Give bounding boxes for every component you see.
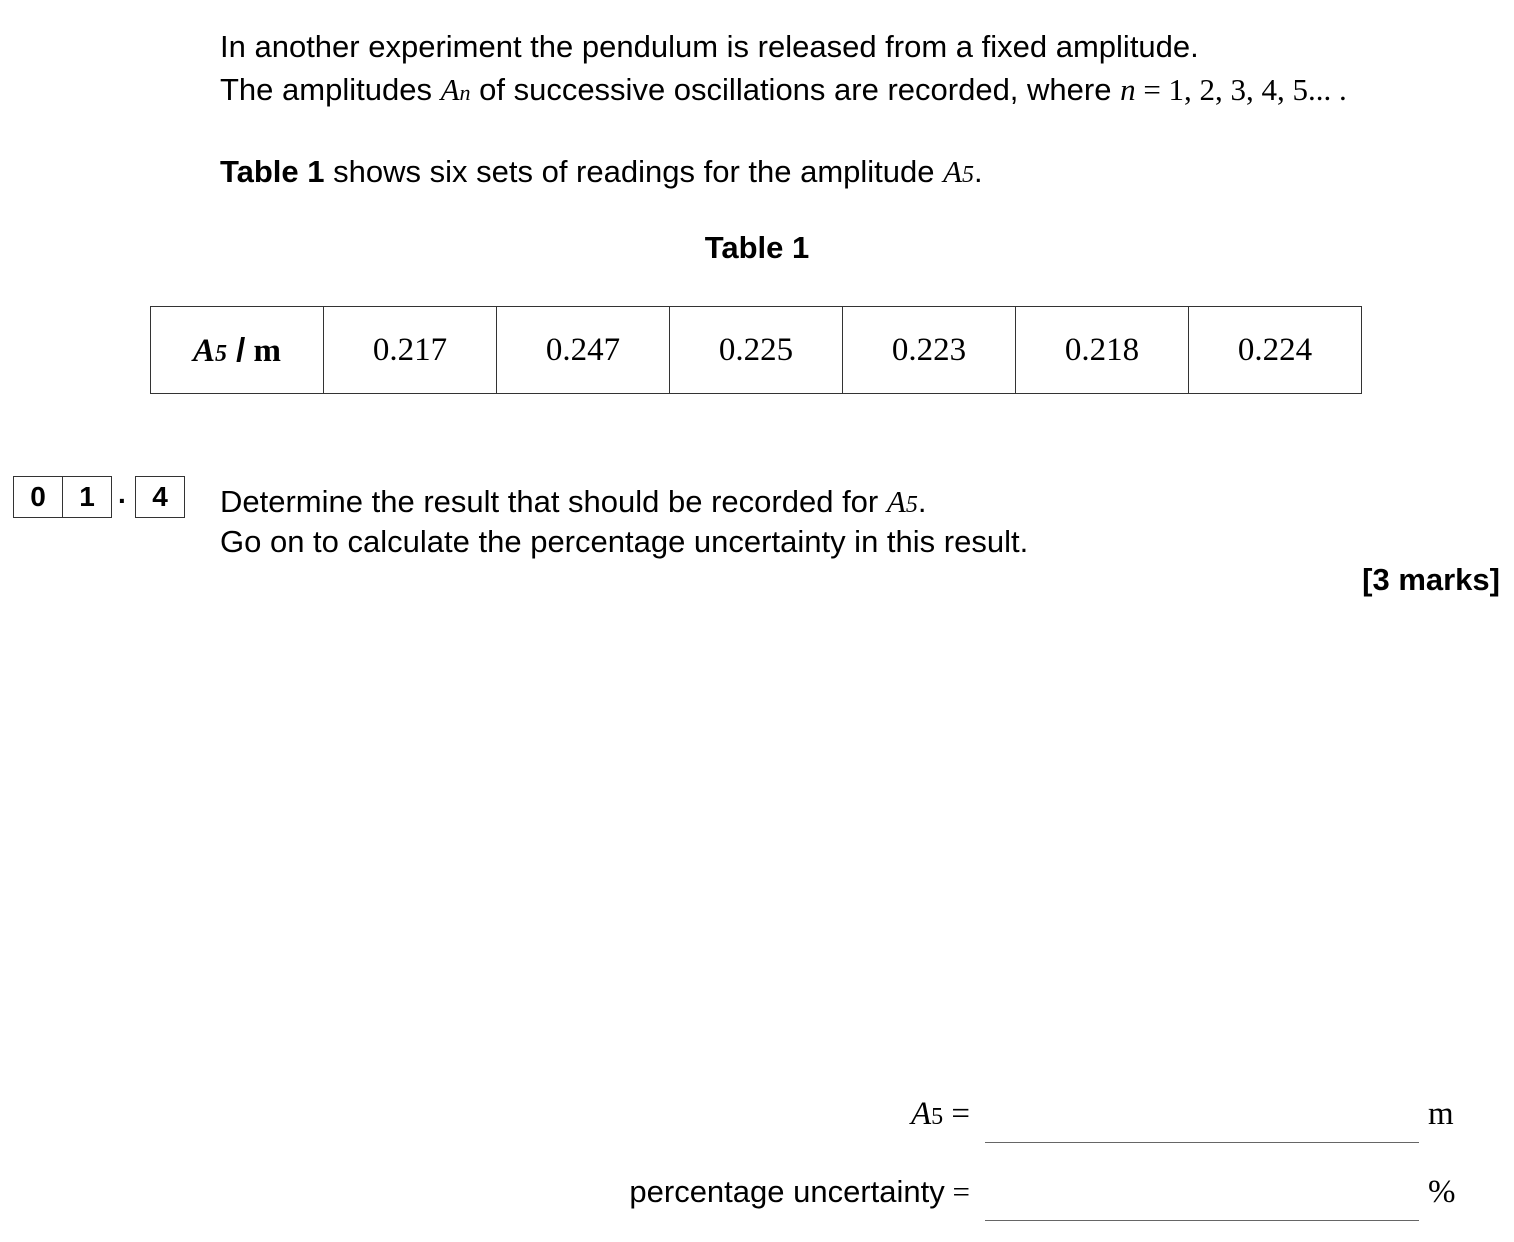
reading-cell-6: 0.224	[1189, 307, 1362, 394]
table-reference-text: shows six sets of readings for the amplitude	[324, 154, 944, 189]
question-a5-symbol: A	[886, 484, 906, 519]
question-number-box	[13, 476, 112, 518]
question-digit-3: 4	[152, 481, 168, 512]
question-number-dot: .	[118, 478, 126, 509]
readings-table	[150, 306, 1362, 394]
table-header-cell	[151, 307, 324, 394]
table-reference-bold: Table 1	[220, 154, 325, 189]
pct-answer-text: percentage uncertainty	[629, 1174, 945, 1209]
question-line-2: Go on to calculate the percentage uncertainty in this result.	[220, 524, 1029, 559]
question-line-1-end: .	[917, 484, 927, 519]
question-digit-1: 0	[30, 481, 46, 512]
amplitude-subscript-n: n	[459, 80, 471, 105]
pct-answer-equals: =	[944, 1174, 970, 1209]
a5-unit: m	[1428, 1096, 1454, 1132]
reading-cell-2: 0.247	[497, 307, 670, 394]
header-symbol: A	[192, 332, 215, 369]
marks-label: [3 marks]	[1362, 562, 1500, 597]
question-digit-2: 1	[62, 477, 111, 517]
pct-unit: %	[1428, 1174, 1456, 1210]
reading-cell-5: 0.218	[1016, 307, 1189, 394]
a5-answer-subscript: 5	[931, 1104, 944, 1130]
a5-answer-symbol: A	[910, 1096, 932, 1132]
question-line-1-text: Determine the result that should be recorded for	[220, 484, 887, 519]
n-symbol: n	[1120, 72, 1136, 107]
reading-cell-1: 0.217	[324, 307, 497, 394]
a5-answer-line[interactable]	[985, 1142, 1419, 1143]
intro-line-1: In another experiment the pendulum is released from a fixed amplitude.	[220, 29, 1199, 64]
header-slash: /	[226, 330, 246, 368]
table-reference	[220, 150, 983, 197]
table-caption: Table 1	[704, 230, 810, 265]
a5-answer-equals: =	[943, 1096, 970, 1132]
header-subscript: 5	[214, 340, 227, 367]
amplitude-symbol: A	[440, 72, 460, 107]
n-values: = 1, 2, 3, 4, 5... .	[1135, 72, 1347, 107]
pct-answer-label	[629, 1174, 970, 1210]
reading-cell-3: 0.225	[670, 307, 843, 394]
intro-line-2-text-a: The amplitudes	[220, 72, 441, 107]
question-a5-subscript: 5	[905, 492, 918, 518]
question-subpart-box	[135, 476, 185, 518]
table-reference-end: .	[974, 154, 983, 189]
intro-line-2-text-b: of successive oscillations are recorded, where	[470, 72, 1121, 107]
a5-answer-label	[911, 1096, 970, 1133]
reading-cell-4: 0.223	[843, 307, 1016, 394]
intro-line-2	[220, 68, 1347, 115]
pct-answer-line[interactable]	[985, 1220, 1419, 1221]
table-row	[151, 307, 1362, 394]
a5-subscript: 5	[962, 162, 975, 188]
header-unit: m	[245, 332, 282, 369]
a5-symbol: A	[943, 154, 963, 189]
